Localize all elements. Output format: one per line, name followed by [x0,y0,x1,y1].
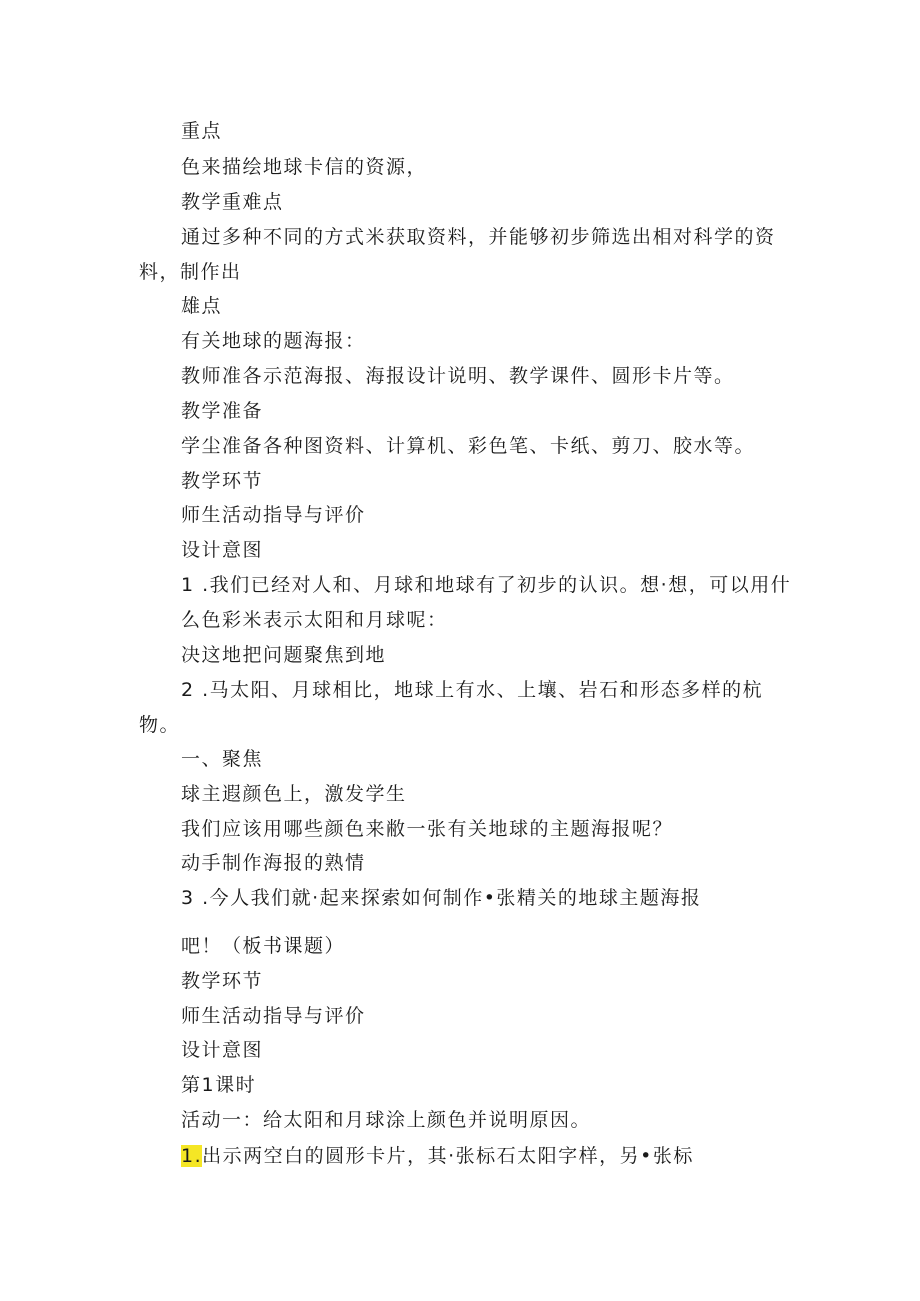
numbered-item: 2 .马太阳、月球相比，地球上有水、上壤、岩石和形态多样的杭 [181,679,764,701]
heading-design-intent: 设计意图 [181,1039,264,1061]
text-line: 色来描绘地球卡信的资源， [181,156,428,178]
numbered-item: 3 .今人我们就·起来探索如何制作•张精关的地球主题海报 [181,887,702,909]
heading-activity-guidance: 师生活动指导与评价 [181,504,366,526]
heading-difficult-point: 雄点 [181,295,223,317]
item-text: 出示两空白的圆形卡片，其·张标石太阳字样，另•张标 [202,1145,694,1167]
text-line: 动手制作海报的熟情 [181,852,366,874]
text-line-continuation: 物。 [139,714,181,736]
highlighted-number: 1. [181,1145,203,1167]
section-heading-focus: 一、聚焦 [181,748,264,770]
text-line: 教师准各示范海报、海报设计说明、教学课件、圆形卡片等。 [181,365,735,387]
text-line: 学尘准备各种图资料、计算机、彩色笔、卡纸、剪刀、胶水等。 [181,435,756,457]
text-line: 决这地把问题聚焦到地 [181,644,387,666]
text-line: 球主遐颜色上，激发学生 [181,783,407,805]
heading-activity-guidance: 师生活动指导与评价 [181,1005,366,1027]
text-line: 吧！（板书课题） [181,935,346,957]
text-line: 有关地球的题海报： [181,330,366,352]
text-line: 我们应该用哪些颜色来敝一张有关地球的主题海报呢？ [181,818,674,840]
heading-preparation: 教学准备 [181,400,264,422]
numbered-item: 1 .我们已经对人和、月球和地球有了初步的认识。想·想，可以用什 [181,574,792,596]
activity-heading: 活动一：给太阳和月球涂上颜色并说明原因。 [181,1109,592,1131]
numbered-item-last [181,1144,694,1168]
heading-design-intent: 设计意图 [181,539,264,561]
text-line-continuation: 料，制作出 [139,261,242,283]
text-line: 么色彩米表示太阳和月球呢： [181,609,448,631]
heading-key-point: 重点 [181,120,223,142]
heading-teaching-steps: 教学环节 [181,970,264,992]
heading-difficulty: 教学重难点 [181,191,284,213]
text-line: 通过多种不同的方式米获取资料，并能够初步筛选出相对科学的资 [181,226,776,248]
heading-teaching-steps: 教学环节 [181,470,264,492]
lesson-period-label: 第1课时 [181,1074,257,1096]
